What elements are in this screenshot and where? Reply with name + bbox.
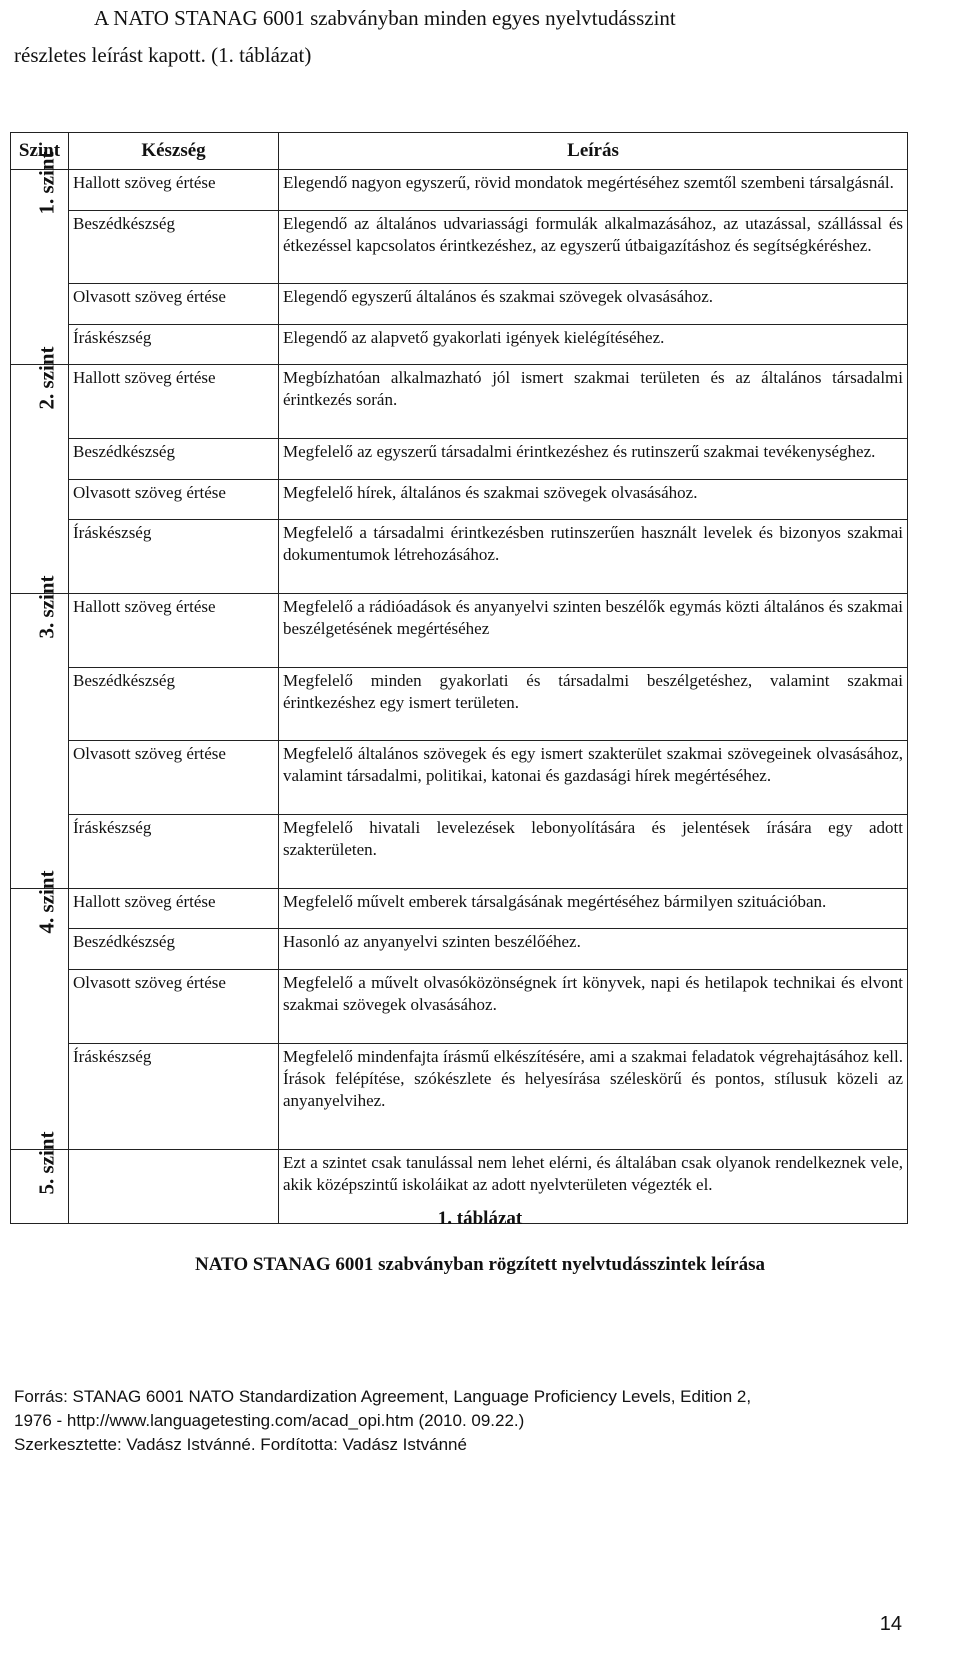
level-label-cell xyxy=(11,346,69,594)
table-row xyxy=(11,479,908,520)
header-description: Leírás xyxy=(279,133,908,170)
description-cell: Elegendő az alapvető gyakorlati igények kielégítéséhez. xyxy=(279,324,908,365)
table-row xyxy=(11,520,908,594)
table-row xyxy=(11,324,908,365)
skill-cell: Olvasott szöveg értése xyxy=(69,969,279,1043)
level-label-cell xyxy=(11,870,69,1150)
levels-table xyxy=(10,132,908,1224)
description-cell: Megfelelő hivatali levelezések lebonyolítására és jelentések írására egy adott szakterületen. xyxy=(279,815,908,889)
level-label-cell xyxy=(11,575,69,888)
skill-cell: Hallott szöveg értése xyxy=(69,888,279,929)
skill-cell: Beszédkészség xyxy=(69,929,279,970)
table-row xyxy=(11,888,908,929)
table-row xyxy=(11,741,908,815)
header-skill: Készség xyxy=(69,133,279,170)
skill-cell: Íráskészség xyxy=(69,324,279,365)
table-row xyxy=(11,439,908,480)
description-cell: Megfelelő hírek, általános és szakmai szövegek olvasásához. xyxy=(279,479,908,520)
level-label: 1. szint xyxy=(34,151,59,215)
intro-paragraph xyxy=(14,0,914,74)
description-cell: Megfelelő a művelt olvasóközönségnek írt könyvek, napi és hetilapok technikai és elvont szakmai szövegek olvasásához. xyxy=(279,969,908,1043)
table-row xyxy=(11,284,908,325)
description-cell: Megfelelő mindenfajta írásmű elkészítésére, ami a szakmai feladatok végrehajtásához kell. Írások felépítése, szókészlete és helyesírása széleskörű és pontos, stílusuk közeli az anyanyelvihez. xyxy=(279,1043,908,1150)
source-note xyxy=(14,1385,914,1457)
level-label: 2. szint xyxy=(34,346,59,410)
skill-cell: Olvasott szöveg értése xyxy=(69,741,279,815)
description-cell: Elegendő egyszerű általános és szakmai szövegek olvasásához. xyxy=(279,284,908,325)
table-row xyxy=(11,969,908,1043)
skill-cell: Hallott szöveg értése xyxy=(69,170,279,211)
level-label: 3. szint xyxy=(34,575,59,639)
source-line-3: Szerkesztette: Vadász Istvánné. Fordította: Vadász Istvánné xyxy=(14,1435,467,1454)
skill-cell: Olvasott szöveg értése xyxy=(69,479,279,520)
description-cell: Elegendő nagyon egyszerű, rövid mondatok megértéséhez szemtől szembeni társalgásnál. xyxy=(279,170,908,211)
table-row xyxy=(11,210,908,284)
description-cell: Megfelelő általános szövegek és egy ismert szakterület szakmai szövegeinek olvasásához, valamint társadalmi, politikai, katonai és gazdasági hírek megértéséhez. xyxy=(279,741,908,815)
source-line-2: 1976 - http://www.languagetesting.com/acad_opi.htm (2010. 09.22.) xyxy=(14,1411,525,1430)
source-line-1: Forrás: STANAG 6001 NATO Standardization Agreement, Language Proficiency Levels, Edition 2, xyxy=(14,1387,752,1406)
page-number: 14 xyxy=(879,1613,902,1635)
skill-cell: Íráskészség xyxy=(69,815,279,889)
table-row xyxy=(11,929,908,970)
description-cell: Megfelelő az egyszerű társadalmi érintkezéshez és rutinszerű szakmai tevékenységhez. xyxy=(279,439,908,480)
description-cell: Megbízhatóan alkalmazható jól ismert szakmai területen és az általános társadalmi érintkezés során. xyxy=(279,365,908,439)
skill-cell: Hallott szöveg értése xyxy=(69,593,279,667)
description-cell: Megfelelő a társadalmi érintkezésben rutinszerűen használt levelek és bizonyos szakmai dokumentumok létrehozásához. xyxy=(279,520,908,594)
intro-line-2: részletes leírást kapott. (1. táblázat) xyxy=(14,43,312,67)
table-row xyxy=(11,170,908,211)
table-row xyxy=(11,667,908,741)
skill-cell: Beszédkészség xyxy=(69,439,279,480)
level-label: 5. szint xyxy=(34,1131,59,1195)
table-row xyxy=(11,815,908,889)
skill-cell: Beszédkészség xyxy=(69,210,279,284)
skill-cell: Olvasott szöveg értése xyxy=(69,284,279,325)
description-cell: Megfelelő a rádióadások és anyanyelvi szinten beszélők egymás közti általános és szakmai beszélgetésének megértéséhez xyxy=(279,593,908,667)
description-cell: Ezt a szintet csak tanulással nem lehet elérni, és általában csak olyanok rendelkeznek vele, akik középszintű iskoláikat az adott nyelvterületen végezték el. xyxy=(279,1150,908,1224)
table-caption-number: 1. táblázat xyxy=(437,1208,523,1229)
skill-cell: Íráskészség xyxy=(69,1043,279,1150)
table-header-row xyxy=(11,133,908,170)
description-cell: Megfelelő minden gyakorlati és társadalmi beszélgetéshez, valamint szakmai érintkezéshez egy ismert területen. xyxy=(279,667,908,741)
table-row xyxy=(11,593,908,667)
table-row xyxy=(11,365,908,439)
level-label: 4. szint xyxy=(34,870,59,934)
skill-cell: Hallott szöveg értése xyxy=(69,365,279,439)
description-cell: Hasonló az anyanyelvi szinten beszélőéhez. xyxy=(279,929,908,970)
skill-cell: Beszédkészség xyxy=(69,667,279,741)
level-label-cell xyxy=(11,151,69,365)
intro-line-1: A NATO STANAG 6001 szabványban minden egyes nyelvtudásszint xyxy=(94,6,676,30)
header-level: Szint xyxy=(11,133,69,170)
skill-cell: Íráskészség xyxy=(69,520,279,594)
description-cell: Megfelelő művelt emberek társalgásának megértéséhez bármilyen szituációban. xyxy=(279,888,908,929)
table-caption-title: NATO STANAG 6001 szabványban rögzített nyelvtudásszintek leírása xyxy=(194,1254,766,1275)
description-cell: Elegendő az általános udvariassági formulák alkalmazásához, az utazással, szállással és étkezéssel kapcsolatos érintkezéshez, az egyszerű útbaigazításhoz és segítségkéréshez. xyxy=(279,210,908,284)
table-row xyxy=(11,1043,908,1150)
